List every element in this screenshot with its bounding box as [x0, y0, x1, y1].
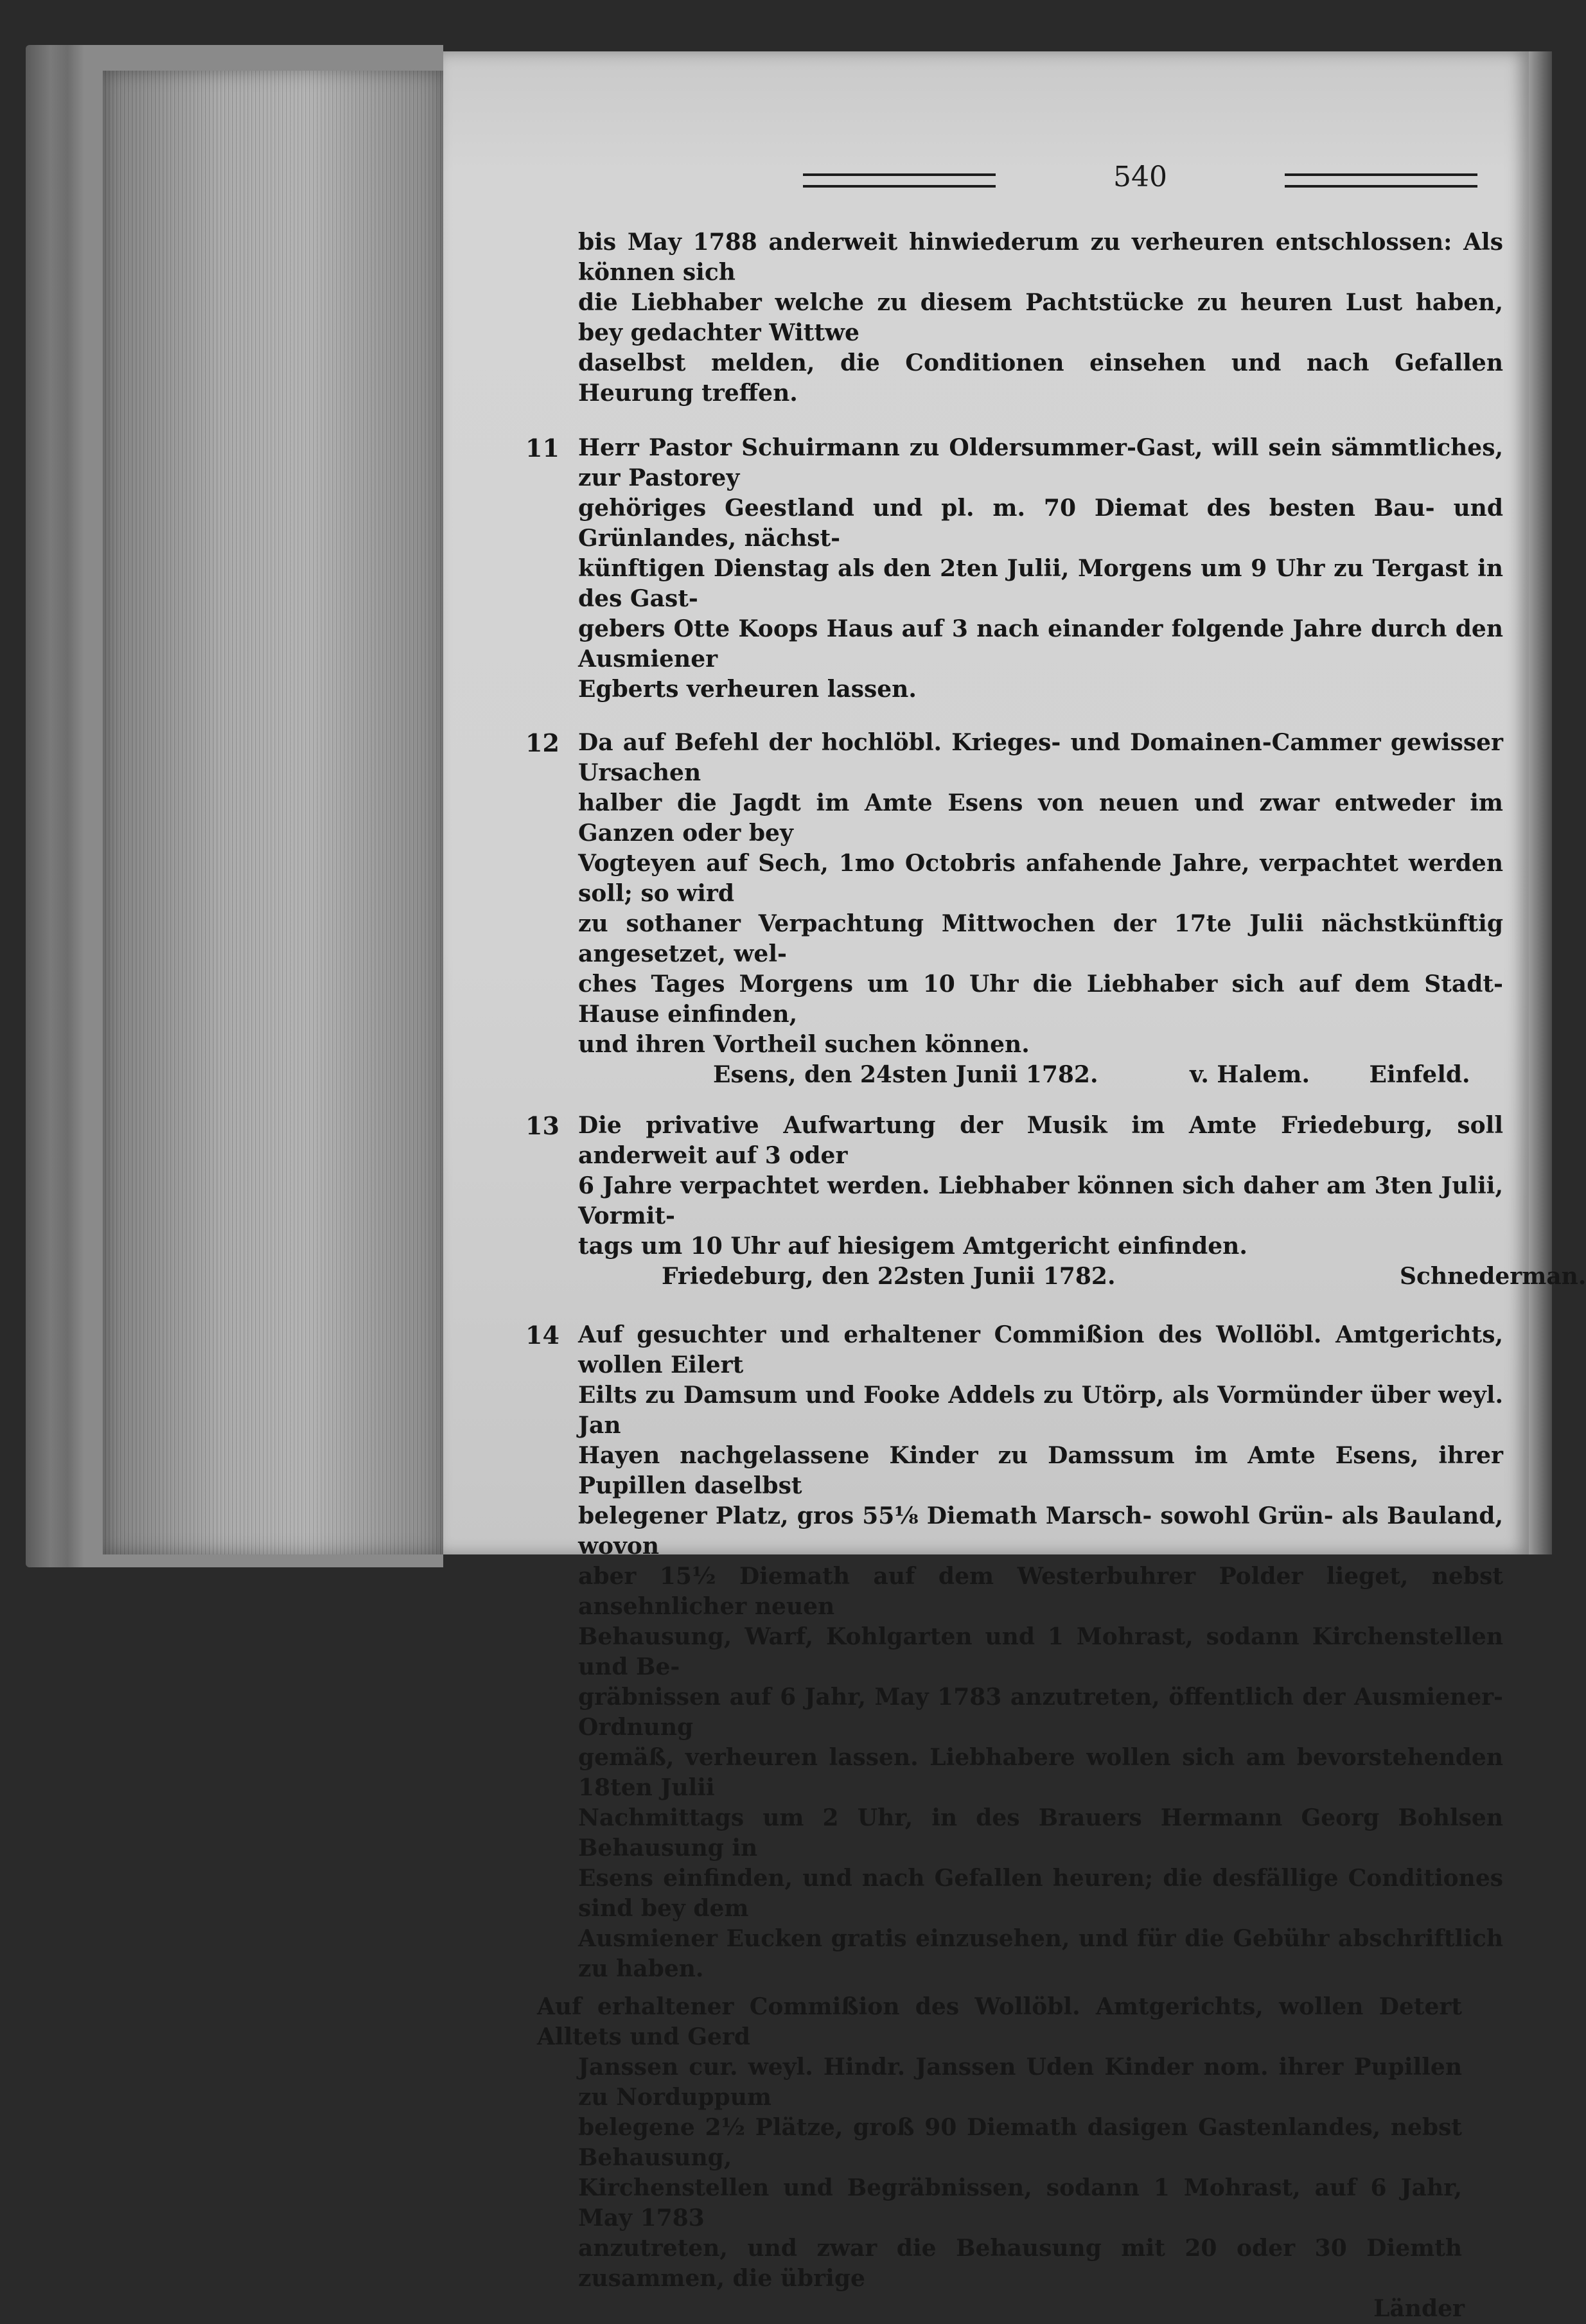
- catchword: Länder: [1373, 2295, 1465, 2322]
- paragraph-13: [525, 1111, 1586, 1292]
- text-line: halber die Jagdt im Amte Esens von neuen und zwar entweder im Ganzen oder bey: [578, 789, 1503, 847]
- text-line: aber 15½ Diemath auf dem Westerbuhrer Polder lieget, nebst ansehnlicher neuen: [578, 1563, 1503, 1620]
- text-line: Da auf Befehl der hochlöbl. Krieges- und Domainen-Cammer gewisser Ursachen: [578, 729, 1503, 786]
- text-line: Herr Pastor Schuirmann zu Oldersummer-Gast, will sein sämmtliches, zur Pastorey: [578, 434, 1503, 491]
- text-line: ches Tages Morgens um 10 Uhr die Liebhaber sich auf dem Stadt-Hause einfinden,: [578, 971, 1503, 1028]
- paragraph-number: 11: [525, 434, 560, 462]
- text-line: Nachmittags um 2 Uhr, in des Brauers Hermann Georg Bohlsen Behausung in: [578, 1804, 1503, 1862]
- text-line: gehöriges Geestland und pl. m. 70 Diemat des besten Bau- und Grünlandes, nächst-: [578, 495, 1503, 552]
- paragraph-14: [525, 1320, 1503, 1984]
- text-line: anzutreten, und zwar die Behausung mit 20 oder 30 Diemth zusammen, die übrige: [578, 2235, 1462, 2292]
- text-line: tags um 10 Uhr auf hiesigem Amtgericht einfinden.: [578, 1233, 1247, 1260]
- text-line: 6 Jahre verpachtet werden. Liebhaber können sich daher am 3ten Julii, Vormit-: [578, 1172, 1503, 1229]
- text-line: und ihren Vortheil suchen können.: [578, 1031, 1030, 1058]
- text-line: daselbst melden, die Conditionen einsehen und nach Gefallen Heurung treffen.: [578, 349, 1503, 407]
- text-line: gebers Otte Koops Haus auf 3 nach einander folgende Jahre durch den Ausmiener: [578, 615, 1503, 673]
- paragraph-12: [525, 728, 1503, 1090]
- paragraph-11: [525, 433, 1503, 705]
- text-line: Behausung, Warf, Kohlgarten und 1 Mohrast, sodann Kirchenstellen und Be-: [578, 1623, 1503, 1680]
- text-line: zu sothaner Verpachtung Mittwochen der 17te Julii nächstkünftig angesetzet, wel-: [578, 910, 1503, 967]
- signature-place-date: Friedeburg, den 22sten Junii 1782.: [662, 1263, 1116, 1290]
- text-line: belegener Platz, gros 55⅛ Diemath Marsch- sowohl Grün- als Bauland, wovon: [578, 1502, 1503, 1560]
- text-line: gräbnissen auf 6 Jahr, May 1783 anzutreten, öffentlich der Ausmiener-Ordnung: [578, 1684, 1503, 1741]
- paragraph-number: 12: [525, 728, 560, 757]
- text-line: die Liebhaber welche zu diesem Pachtstücke zu heuren Lust haben, bey gedachter Wittwe: [578, 289, 1503, 346]
- signature-name: v. Halem.: [1190, 1061, 1310, 1088]
- signature-name: Schnederman.: [1400, 1263, 1586, 1290]
- text-line: Eilts zu Damsum und Fooke Addels zu Utörp, als Vormünder über weyl. Jan: [578, 1382, 1503, 1439]
- catchword-row: [578, 2294, 1503, 2324]
- page-number: 540: [1113, 161, 1167, 193]
- page-text: [525, 218, 1586, 2324]
- paragraph-number: 13: [525, 1111, 560, 1140]
- text-line: bis May 1788 anderweit hinwiederum zu verheuren entschlossen: Als können sich: [578, 229, 1503, 286]
- page-edges-block: [103, 71, 443, 1554]
- text-line: Kirchenstellen und Begräbnissen, sodann 1 Mohrast, auf 6 Jahr, May 1783: [578, 2174, 1462, 2232]
- paragraph-unnumbered: [537, 1992, 1462, 2294]
- signature-place-date: Esens, den 24sten Junii 1782.: [713, 1061, 1098, 1088]
- signature-line: [578, 1262, 1586, 1292]
- text-line: belegene 2½ Plätze, groß 90 Diemath dasigen Gastenlandes, nebst Behausung,: [578, 2114, 1462, 2171]
- header-rule-right: [1285, 173, 1477, 188]
- text-line: Janssen cur. weyl. Hindr. Janssen Uden Kinder nom. ihrer Pupillen zu Norduppum: [578, 2054, 1462, 2111]
- binding-gutter: [1529, 51, 1552, 1554]
- signature-name: Einfeld.: [1369, 1061, 1470, 1088]
- text-line: Die privative Aufwartung der Musik im Amte Friedeburg, soll anderweit auf 3 oder: [578, 1112, 1503, 1169]
- text-line: gemäß, verheuren lassen. Liebhabere wollen sich am bevorstehenden 18ten Julii: [578, 1744, 1503, 1801]
- paragraph-number: 14: [525, 1321, 560, 1350]
- text-line: Ausmiener Eucken gratis einzusehen, und für die Gebühr abschriftlich zu haben.: [578, 1925, 1503, 1982]
- text-line: Auf erhaltener Commißion des Wollöbl. Amtgerichts, wollen Detert Alltets und Gerd: [537, 1993, 1462, 2050]
- page-edges-shade: [103, 71, 443, 1554]
- text-line: Esens einfinden, und nach Gefallen heuren; die desfällige Conditiones sind bey dem: [578, 1865, 1503, 1922]
- text-line: künftigen Dienstag als den 2ten Julii, Morgens um 9 Uhr zu Tergast in des Gast-: [578, 555, 1503, 612]
- page-header: [803, 161, 1477, 199]
- text-line: Egberts verheuren lassen.: [578, 676, 917, 703]
- signature-line: [578, 1060, 1503, 1090]
- text-line: Vogteyen auf Sech, 1mo Octobris anfahende Jahre, verpachtet werden soll; so wird: [578, 850, 1503, 907]
- text-line: Hayen nachgelassene Kinder zu Damssum im Amte Esens, ihrer Pupillen daselbst: [578, 1442, 1503, 1499]
- text-line: Auf gesuchter und erhaltener Commißion des Wollöbl. Amtgerichts, wollen Eilert: [578, 1321, 1503, 1378]
- paragraph-continued: [578, 227, 1503, 409]
